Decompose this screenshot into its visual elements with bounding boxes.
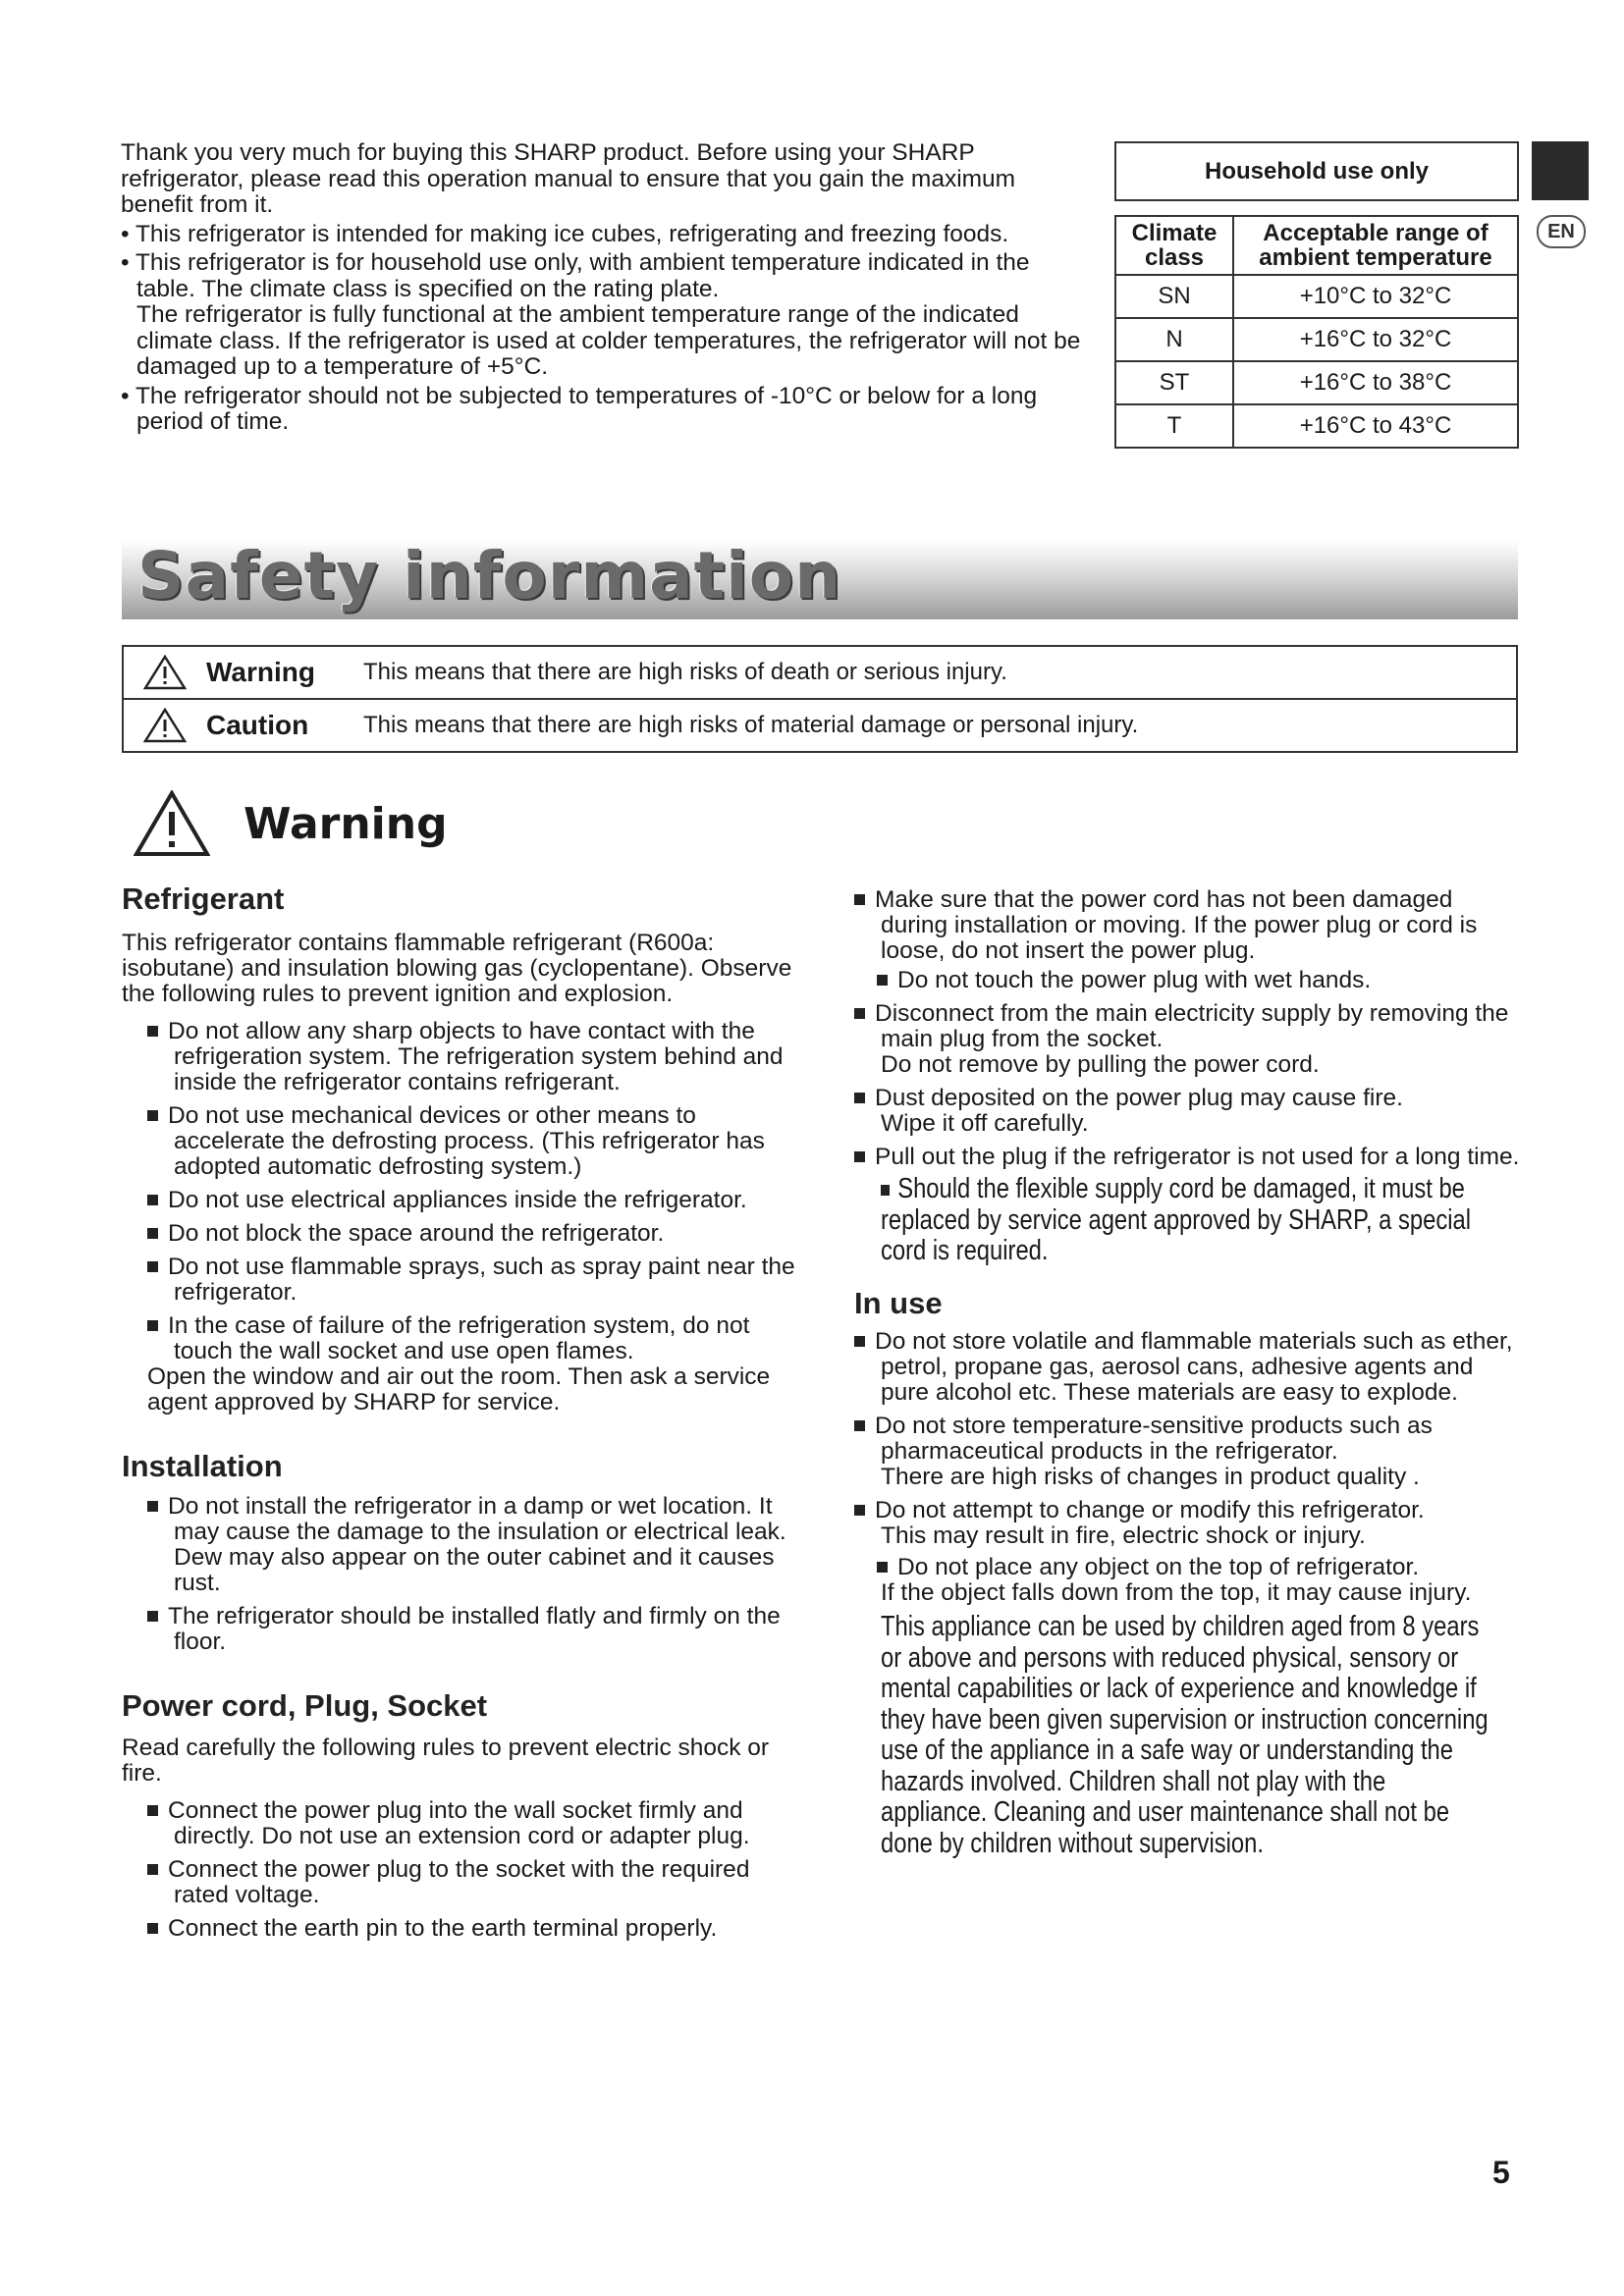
list-item: Do not attempt to change or modify this refrigerator.	[854, 1498, 1522, 1523]
list-item: Do not allow any sharp objects to have contact with the refrigeration system. The refrigeration system behind and inside the refrigerator contains refrigerant.	[147, 1019, 809, 1095]
temperature-range-cell: +16°C to 43°C	[1233, 404, 1518, 448]
intro-bullet-continued: The refrigerator is fully functional at the ambient temperature range of the indicated climate class. If the refrigerator is used at colder temperatures, the refrigerator will not be damaged up to a temperature of +5°C.	[136, 301, 1081, 380]
list-item: Do not store volatile and flammable materials such as ether, petrol, propane gas, aerosol cans, adhesive agents and pure alcohol etc. These materials are easy to explode.	[854, 1329, 1522, 1406]
climate-class-table	[1114, 141, 1519, 449]
list-item: Do not use mechanical devices or other means to accelerate the defrosting process. (This refrigerator has adopted automatic defrosting system.)	[147, 1103, 809, 1180]
power-heading: Power cord, Plug, Socket	[122, 1688, 488, 1723]
list-item-continued: Do not remove by pulling the power cord.	[881, 1051, 1320, 1078]
list-item: The refrigerator should be installed flatly and firmly on the floor.	[147, 1604, 809, 1655]
warning-heading-text: Warning	[244, 798, 448, 849]
intro-text	[121, 140, 1093, 436]
legend-term: Caution	[206, 710, 309, 740]
list-item: Do not use flammable sprays, such as spray paint near the refrigerator.	[147, 1255, 809, 1306]
intro-bullet: • The refrigerator should not be subjected to temperatures of -10°C or below for a long period of time.	[121, 382, 1038, 435]
list-item-continued: This may result in fire, electric shock or injury.	[881, 1522, 1366, 1549]
installation-heading: Installation	[122, 1449, 283, 1483]
list-item-continued: There are high risks of changes in product quality .	[881, 1464, 1420, 1490]
table-row	[1115, 318, 1518, 361]
left-column	[122, 881, 809, 1942]
climate-class-cell: SN	[1115, 275, 1233, 318]
list-item-continued: Open the window and air out the room. Then ask a service agent approved by SHARP for service.	[147, 1363, 771, 1415]
legend-description: This means that there are high risks of material damage or personal injury.	[363, 712, 1139, 738]
climate-class-cell: T	[1115, 404, 1233, 448]
table-row	[1115, 275, 1518, 318]
temperature-range-cell: +10°C to 32°C	[1233, 275, 1518, 318]
legend-row-caution	[124, 698, 1516, 751]
column-header-climate-class: Climate class	[1115, 216, 1233, 275]
language-badge: EN	[1537, 215, 1586, 248]
list-item: Do not install the refrigerator in a damp or wet location. It may cause the damage to the insulation or electrical leak. Dew may also appear on the outer cabinet and it causes rust.	[147, 1494, 809, 1596]
list-item-continued: If the object falls down from the top, it may cause injury.	[881, 1579, 1472, 1606]
list-item: Do not place any object on the top of refrigerator.	[854, 1555, 1522, 1580]
list-item: In the case of failure of the refrigeration system, do not touch the wall socket and use open flames.	[147, 1313, 809, 1364]
list-item: Do not block the space around the refrigerator.	[147, 1221, 809, 1247]
list-item: Pull out the plug if the refrigerator is not used for a long time.	[854, 1145, 1522, 1170]
symbol-legend	[122, 645, 1518, 753]
refrigerant-heading: Refrigerant	[122, 881, 285, 916]
list-item: Make sure that the power cord has not been damaged during installation or moving. If the power plug or cord is loose, do not insert the power plug.	[854, 887, 1522, 964]
column-header-temperature-range: Acceptable range of ambient temperature	[1233, 216, 1518, 275]
legend-term: Warning	[206, 657, 315, 687]
table-row	[1115, 361, 1518, 404]
list-item: Do not store temperature-sensitive products such as pharmaceutical products in the refrigerator.	[854, 1414, 1522, 1465]
caution-triangle-icon	[124, 708, 206, 743]
legend-row-warning	[124, 647, 1516, 698]
table-title: Household use only	[1115, 142, 1518, 200]
intro-bullet: • This refrigerator is for household use only, with ambient temperature indicated in the table. The climate class is specified on the rating plate.	[121, 249, 1030, 302]
temperature-range-cell: +16°C to 38°C	[1233, 361, 1518, 404]
flex-cord-note: Should the flexible supply cord be damaged, it must be replaced by service agent approved by SHARP, a special cord is required.	[881, 1173, 1472, 1266]
list-item: Connect the earth pin to the earth terminal properly.	[147, 1916, 809, 1942]
list-item: Disconnect from the main electricity supply by removing the main plug from the socket.	[854, 1001, 1522, 1052]
list-item: Do not use electrical appliances inside the refrigerator.	[147, 1188, 809, 1213]
climate-class-cell: ST	[1115, 361, 1233, 404]
power-intro: Read carefully the following rules to prevent electric shock or fire.	[122, 1735, 770, 1787]
list-item: Connect the power plug into the wall socket firmly and directly. Do not use an extension cord or adapter plug.	[147, 1798, 809, 1849]
in-use-heading: In use	[854, 1286, 943, 1320]
table-spacer	[1115, 200, 1518, 216]
children-note: This appliance can be used by children aged from 8 years or above and persons with reduced physical, sensory or mental capabilities or lack of experience and knowledge if they have been given supervision or instruction concerning use of the appliance in a safe way or understanding the hazards involved. Children shall not play with the appliance. Cleaning and user maintenance shall not be done by children without supervision.	[881, 1611, 1489, 1859]
list-item: Dust deposited on the power plug may cause fire.	[854, 1086, 1522, 1111]
list-item: Do not touch the power plug with wet hands.	[854, 968, 1522, 993]
climate-class-cell: N	[1115, 318, 1233, 361]
warning-heading	[134, 790, 448, 857]
temperature-range-cell: +16°C to 32°C	[1233, 318, 1518, 361]
page-number: 5	[1492, 2155, 1510, 2190]
intro-bullet: • This refrigerator is intended for making ice cubes, refrigerating and freezing foods.	[121, 220, 1009, 247]
language-tab-block	[1532, 141, 1589, 200]
right-column	[854, 887, 1522, 1859]
warning-triangle-icon	[134, 790, 210, 857]
table-row	[1115, 404, 1518, 448]
list-item-continued: Wipe it off carefully.	[881, 1110, 1089, 1137]
intro-paragraph: Thank you very much for buying this SHARP product. Before using your SHARP refrigerator, please read this operation manual to ensure that you gain the maximum benefit from it.	[121, 139, 1016, 218]
refrigerant-intro: This refrigerator contains flammable refrigerant (R600a: isobutane) and insulation blowing gas (cyclopentane). Observe the following rules to prevent ignition and explosion.	[122, 930, 792, 1007]
warning-triangle-icon	[124, 655, 206, 690]
section-title: Safety information	[137, 538, 842, 614]
list-item: Connect the power plug to the socket with the required rated voltage.	[147, 1857, 809, 1908]
legend-description: This means that there are high risks of death or serious injury.	[363, 659, 1007, 685]
